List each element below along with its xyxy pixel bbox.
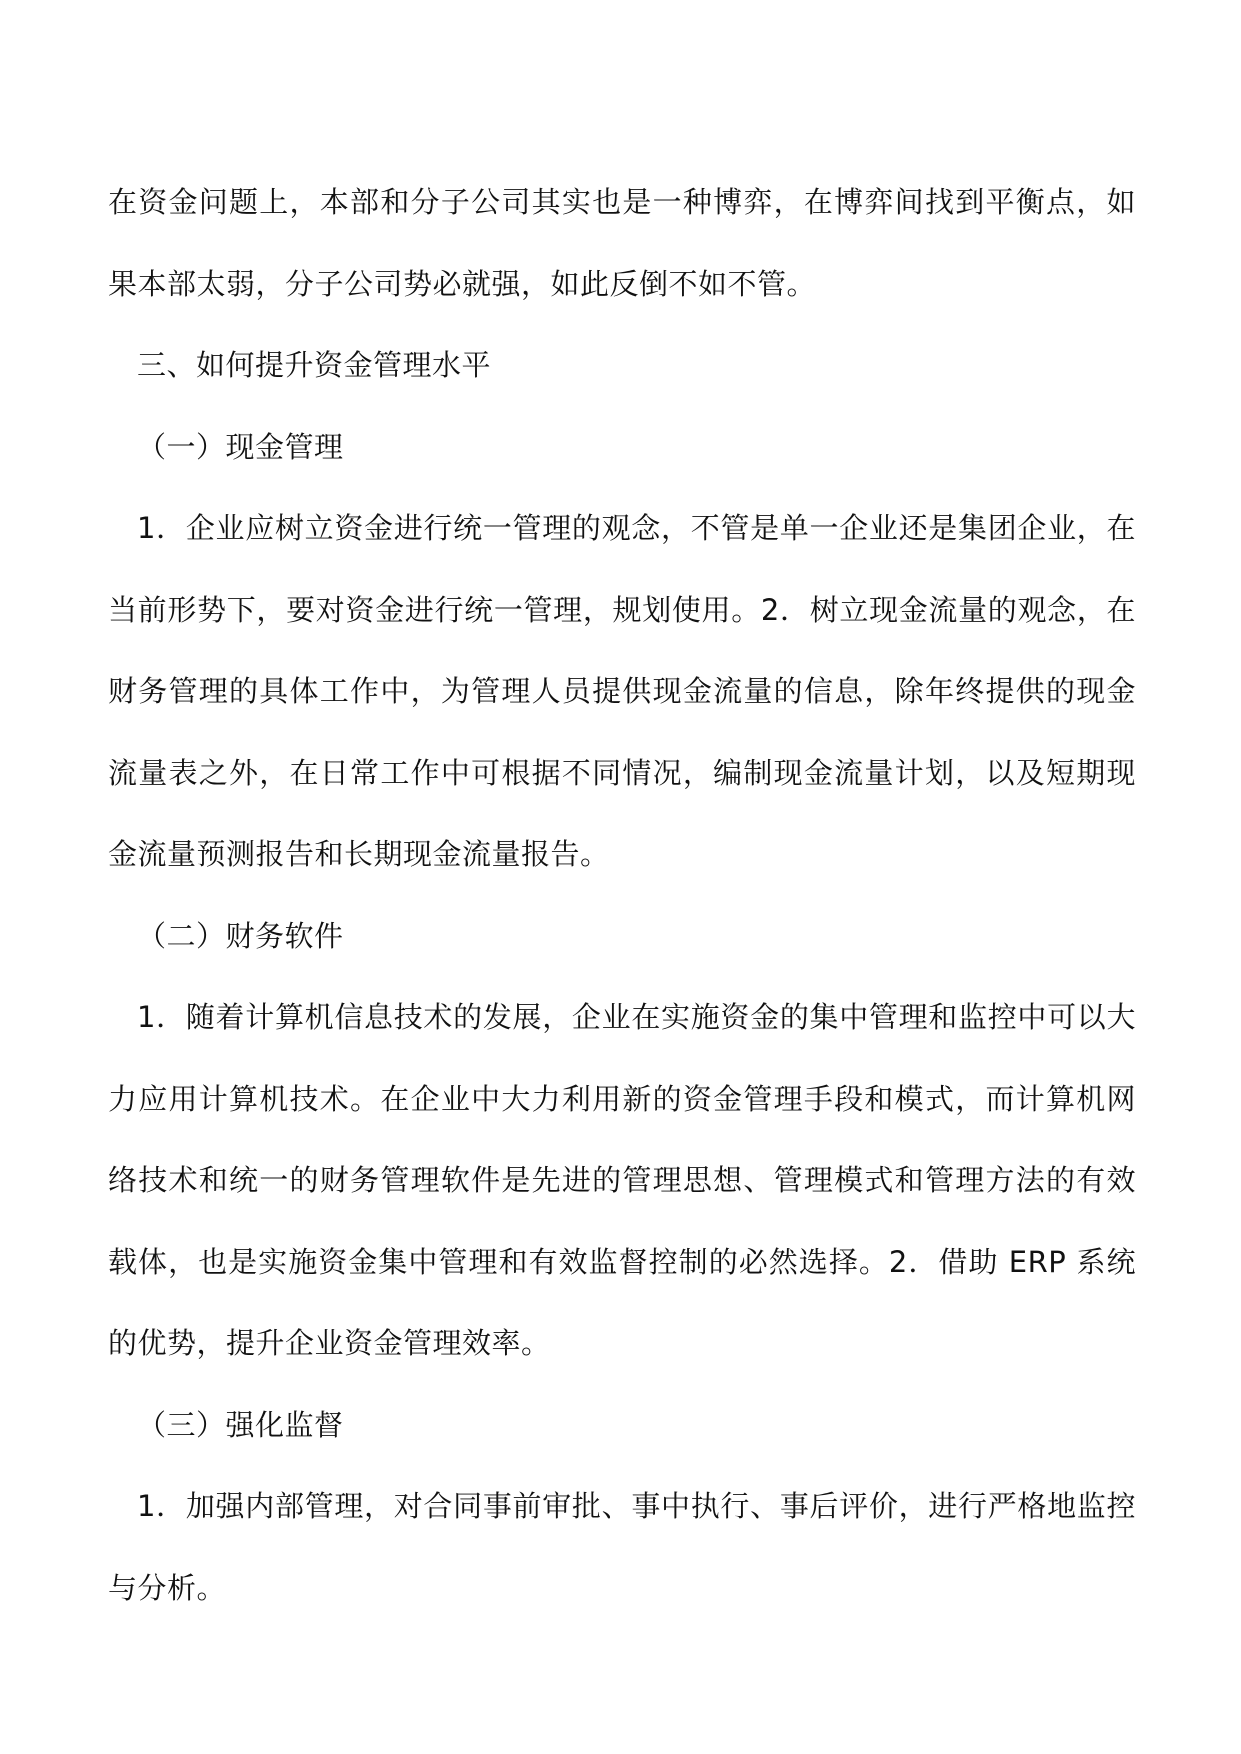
document-body [108,162,1136,1629]
paragraph-strengthen-supervision: 1．加强内部管理，对合同事前审批、事中执行、事后评价，进行严格地监控与分析。 [108,1489,1136,1605]
section-heading-improve-fund-management: 三、如何提升资金管理水平 [137,348,492,382]
paragraph-financial-software: 1．随着计算机信息技术的发展，企业在实施资金的集中管理和监控中可以大力应用计算机技术。在企业中大力利用新的资金管理手段和模式，而计算机网络技术和统一的财务管理软件是先进的管理思想、管理模式和管理方法的有效载体，也是实施资金集中管理和有效监督控制的必然选择。2．借助 ERP 系统的优势，提升企业资金管理效率。 [108,1000,1136,1360]
paragraph-funding-game: 在资金问题上，本部和分子公司其实也是一种博弈，在博弈间找到平衡点，如果本部太弱，分子公司势必就强，如此反倒不如不管。 [108,185,1136,301]
subheading-cash-management: （一）现金管理 [137,429,344,464]
paragraph-cash-management: 1．企业应树立资金进行统一管理的观念，不管是单一企业还是集团企业，在当前形势下，要对资金进行统一管理，规划使用。2．树立现金流量的观念，在财务管理的具体工作中，为管理人员提供现金流量的信息，除年终提供的现金流量表之外，在日常工作中可根据不同情况，编制现金流量计划，以及短期现金流量预测报告和长期现金流量报告。 [108,511,1136,871]
subheading-financial-software: （二）财务软件 [137,918,344,953]
subheading-strengthen-supervision: （三）强化监督 [137,1407,344,1442]
